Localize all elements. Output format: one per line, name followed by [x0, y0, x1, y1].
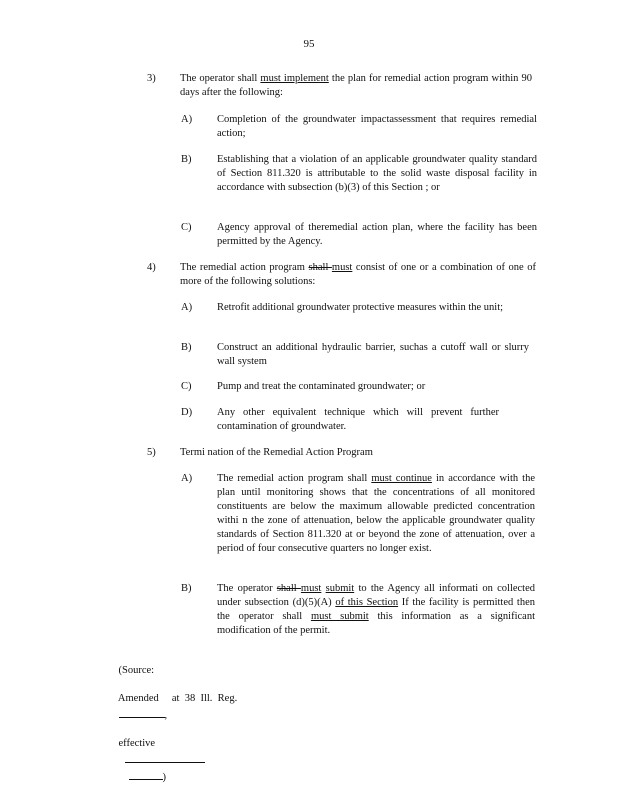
item-text: The remedial action program shall must continue in accordance with the plan until monitoring shows that the concentrations of all monitored constituents are below the maximum allowable predicted concentration withi n the zone of attenuation, below the applicable groundwater quality standards of Section 811.320 at or beyond the zone of attenuation, over a period of four consecutive quarters no longer exist. [217, 473, 535, 554]
item-letter: A) [181, 114, 193, 125]
item-number: 5) [147, 447, 156, 458]
item-text: Retrofit additional groundwater protective measures within the unit; [217, 302, 504, 313]
item-text: Termi nation of the Remedial Action Program [180, 447, 373, 458]
item-text: Completion of the groundwater impactassessment that requires remedial action; [217, 114, 537, 139]
volume-blank [119, 706, 165, 718]
item-letter: C) [181, 222, 192, 233]
source-amended: Amended at 38 Ill. Reg. [117, 693, 238, 704]
item-letter: A) [181, 473, 193, 484]
item-text: Agency approval of theremedial action plan, where the facility has been permitted by the Agency. [217, 222, 537, 247]
item-letter: B) [181, 342, 192, 353]
effective-date-blank-2 [129, 768, 163, 780]
item-letter: D) [181, 407, 193, 418]
item-text: The remedial action program shall must consist of one or a combination of one of more of the following solutions: [180, 262, 537, 287]
source-note: (Source: Amended at 38 Ill. Reg. , effective ) [117, 665, 238, 783]
item-letter: C) [181, 381, 192, 392]
page-number: 95 [303, 38, 315, 50]
source-close: ) [162, 772, 166, 783]
item-number: 3) [147, 73, 156, 84]
source-effective: effective [118, 738, 156, 749]
effective-date-blank [125, 751, 205, 763]
item-text: Any other equivalent technique which will prevent further contamination of groundwater. [217, 407, 499, 432]
item-text: Construct an additional hydraulic barrier, suchas a cutoff wall or slurry wall system [217, 342, 529, 367]
item-letter: A) [181, 302, 193, 313]
item-text: Establishing that a violation of an applicable groundwater quality standard of Section 811.320 is attributable to the solid waste disposal facility in accordance with subsection (b)(3) of this Section ; or [217, 154, 537, 193]
item-text: The operator shall must submit to the Agency all informati on collected under subsection (d)(5)(A) of this Section If the facility is permitted then the operator shall must submit this information as a significant modification of the permit. [217, 583, 536, 636]
item-letter: B) [181, 154, 192, 165]
source-label: (Source: [118, 665, 155, 676]
item-text: The operator shall must implement the plan for remedial action program within 90 days after the following: [180, 73, 532, 98]
item-number: 4) [147, 262, 156, 273]
item-text: Pump and treat the contaminated groundwater; or [217, 381, 426, 392]
item-letter: B) [181, 583, 192, 594]
